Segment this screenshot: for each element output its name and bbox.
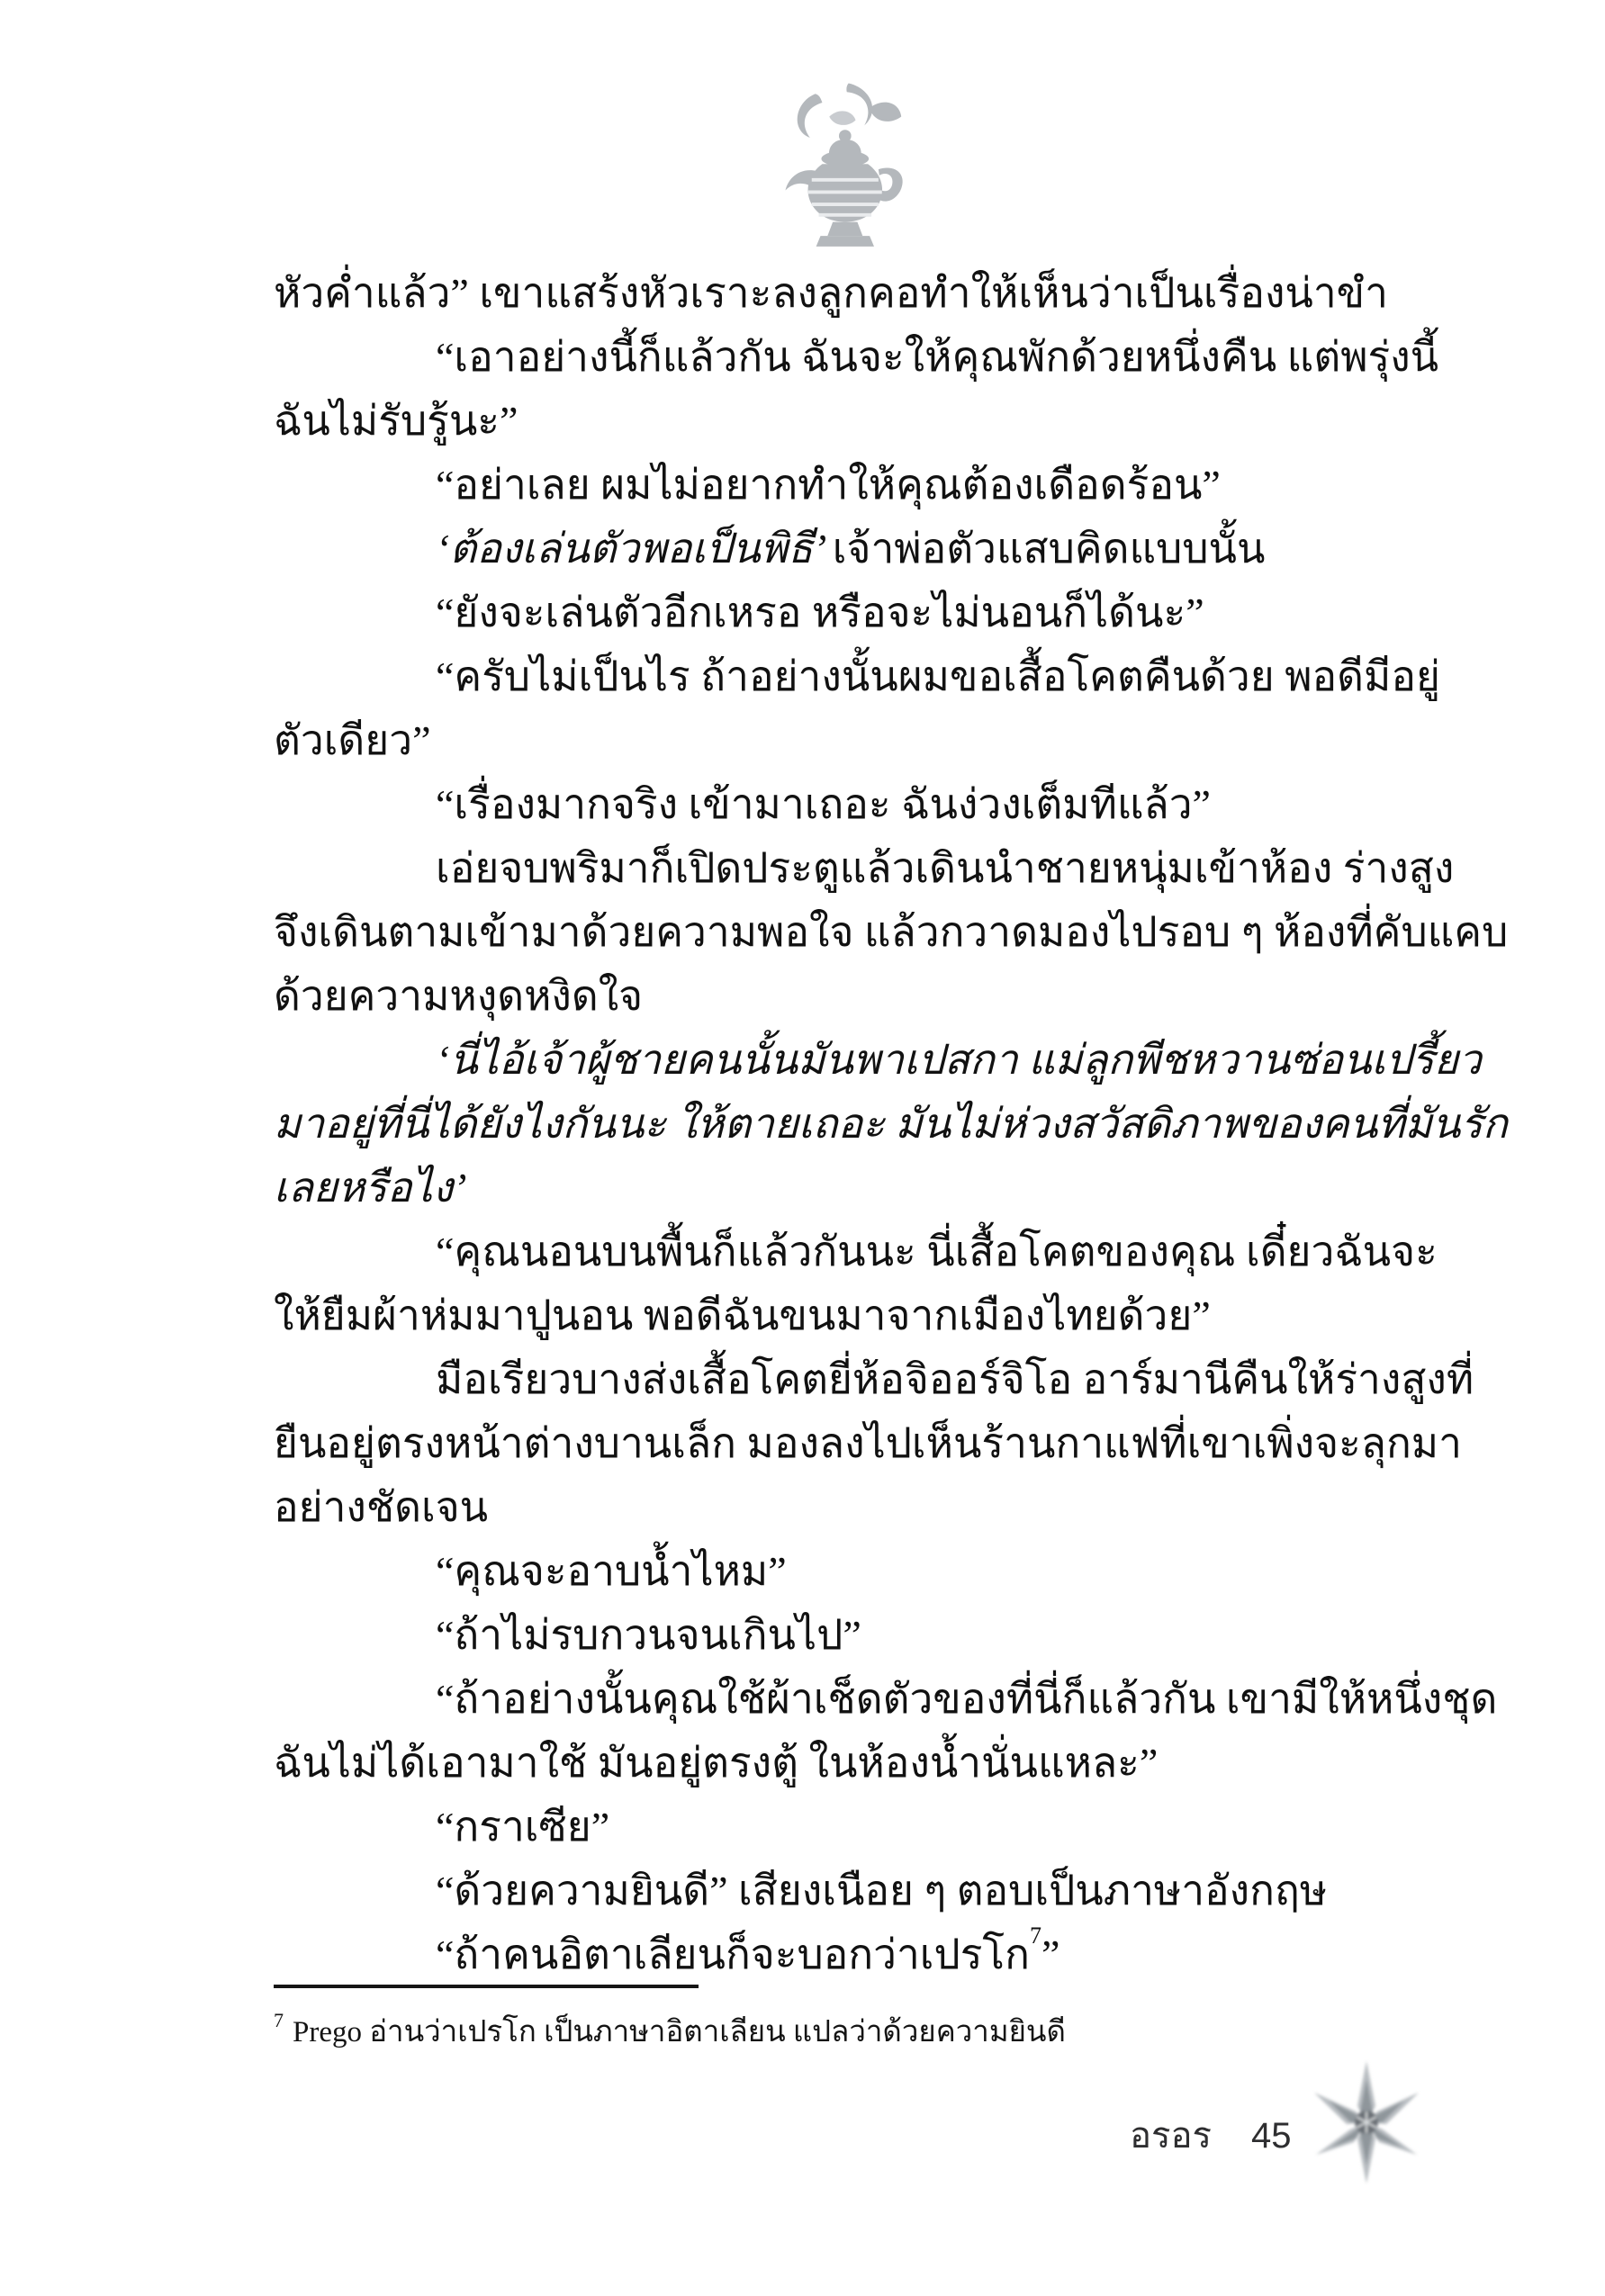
text-line: “อย่าเลย ผมไม่อยากทำให้คุณต้องเดือดร้อน”	[436, 462, 1221, 508]
page-number: 45	[1251, 2116, 1292, 2156]
footnote-reference: 7	[1030, 1922, 1041, 1949]
text-line: อย่างชัดเจน	[274, 1484, 489, 1530]
text-line: มือเรียวบางส่งเสื้อโคตยี่ห้อจิออร์จิโอ อาร์มานีคืนให้ร่างสูงที่	[436, 1356, 1474, 1402]
text-line: ยืนอยู่ตรงหน้าต่างบานเล็ก มองลงไปเห็นร้านกาแฟที่เขาเพิ่งจะลุกมา	[274, 1420, 1462, 1466]
dialog-text: “ถ้าคนอิตาเลียนก็จะบอกว่าเปรโก	[436, 1931, 1030, 1977]
text-line: “กราเซีย”	[436, 1804, 610, 1850]
footnote	[274, 2011, 1264, 2054]
footnote-number: 7	[274, 2009, 284, 2031]
text-line: “ยังจะเล่นตัวอีกเหรอ หรือจะไม่นอนก็ได้นะ”	[436, 590, 1204, 635]
text-line: “ครับไม่เป็นไร ถ้าอย่างนั้นผมขอเสื้อโคตคืนด้วย พอดีมีอยู่	[436, 653, 1440, 699]
text-line: “คุณนอนบนพื้นก็แล้วกันนะ นี่เสื้อโคตของคุณ เดี๋ยวฉันจะ	[436, 1229, 1438, 1274]
text-line: ด้วยความหงุดหงิดใจ	[274, 973, 644, 1019]
text-line: มาอยู่ที่นี่ได้ยังไงกันนะ ให้ตายเถอะ มันไม่ห่วงสวัสดิภาพของคนที่มันรัก	[274, 1101, 1508, 1147]
footnote-text: Prego อ่านว่าเปรโก เป็นภาษาอิตาเลียน แปลว่าด้วยความยินดี	[293, 2016, 1066, 2048]
narration-text: เจ้าพ่อตัวแสบคิดแบบนั้น	[832, 526, 1266, 572]
flower-ornament-icon	[1303, 2059, 1429, 2185]
text-line: จึงเดินตามเข้ามาด้วยความพอใจ แล้วกวาดมองไปรอบ ๆ ห้องที่คับแคบ	[274, 909, 1509, 955]
text-line: “คุณจะอาบน้ำไหม”	[436, 1548, 787, 1594]
text-line: “ถ้าอย่างนั้นคุณใช้ผ้าเช็ดตัวของที่นี่ก็แล้วกัน เขามีให้หนึ่งชุด	[436, 1676, 1498, 1722]
text-line: ฉันไม่รับรู้นะ”	[274, 398, 518, 444]
text-line: ตัวเดียว”	[274, 717, 431, 763]
text-line: ‘นี่ไอ้เจ้าผู้ชายคนนั้นมันพาเปสกา แม่ลูกพีชหวานซ่อนเปรี้ยว	[436, 1037, 1482, 1083]
text-line: “เรื่องมากจริง เข้ามาเถอะ ฉันง่วงเต็มทีแล้ว”	[436, 781, 1211, 827]
text-line: “เอาอย่างนี้ก็แล้วกัน ฉันจะให้คุณพักด้วยหนึ่งคืน แต่พรุ่งนี้	[436, 334, 1439, 380]
teapot-ornament-icon	[768, 79, 908, 264]
text-line	[274, 1922, 1426, 1986]
body-text	[274, 261, 1509, 1986]
text-line: “ถ้าไม่รบกวนจนเกินไป”	[436, 1612, 861, 1658]
page-footer	[1130, 2106, 1292, 2164]
text-line	[274, 517, 1426, 581]
closing-quote: ”	[1041, 1931, 1060, 1977]
text-line: “ด้วยความยินดี” เสียงเนือย ๆ ตอบเป็นภาษาอังกฤษ	[436, 1868, 1328, 1913]
running-title: อรอร	[1130, 2116, 1213, 2156]
inner-thought-text: ‘ต้องเล่นตัวพอเป็นพิธี’	[436, 526, 833, 572]
footnote-divider	[274, 1985, 699, 1988]
text-line: หัวค่ำแล้ว” เขาแสร้งหัวเราะลงลูกคอทำให้เห็นว่าเป็นเรื่องน่าขำ	[274, 270, 1388, 316]
text-line: ฉันไม่ได้เอามาใช้ มันอยู่ตรงตู้ ในห้องน้ำนั่นแหละ”	[274, 1740, 1159, 1786]
text-line: เอ่ยจบพริมาก็เปิดประตูแล้วเดินนำชายหนุ่มเข้าห้อง ร่างสูง	[436, 845, 1455, 891]
text-line: เลยหรือไง’	[274, 1165, 467, 1211]
text-line: ให้ยืมผ้าห่มมาปูนอน พอดีฉันขนมาจากเมืองไทยด้วย”	[274, 1292, 1211, 1338]
